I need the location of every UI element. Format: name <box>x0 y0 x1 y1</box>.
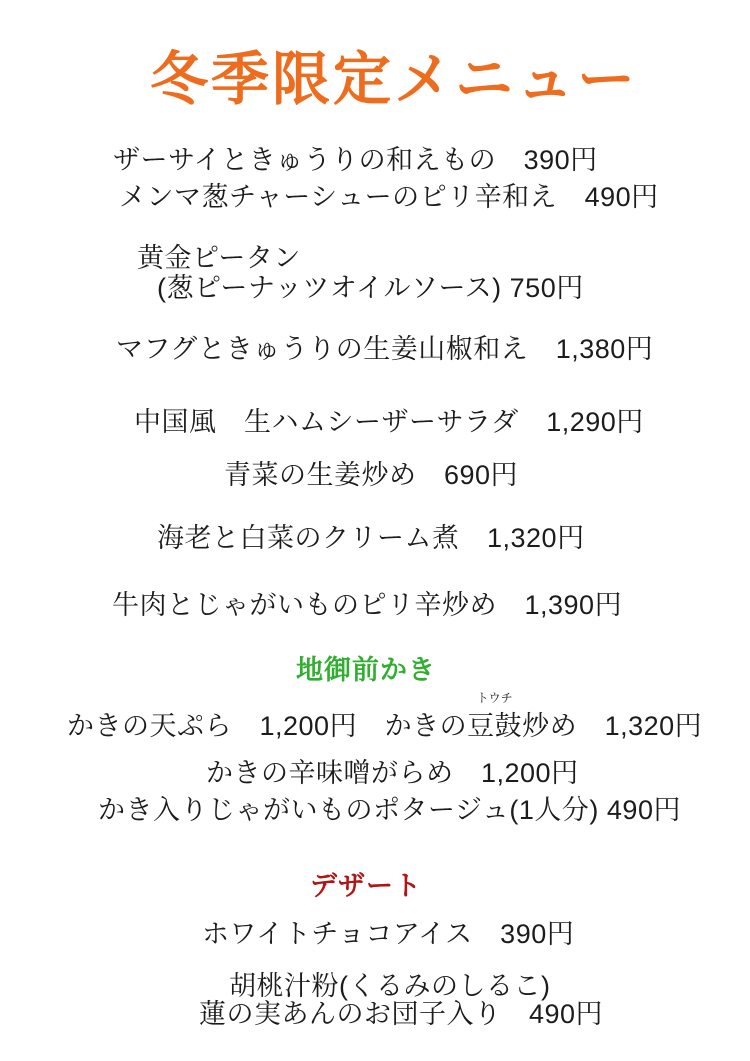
menu-item-gyuniku: 牛肉とじゃがいものピリ辛炒め 1,390円 <box>112 590 623 620</box>
kaki-tempura-text-after-ruby: 炒め 1,320円 <box>522 711 703 741</box>
section-header-dessert: デザート <box>310 871 422 901</box>
menu-item-ebi-cream: 海老と白菜のクリーム煮 1,320円 <box>157 523 585 553</box>
section-header-kaki: 地御前かき <box>296 655 436 685</box>
menu-item-kurumi-shiruko-line1: 胡桃汁粉(くるみのしるこ) <box>229 971 551 1001</box>
menu-item-kaki-tempura-and-touchi <box>67 691 703 743</box>
touchi-ruby-group <box>467 691 523 743</box>
touchi-furigana: トウチ <box>476 691 513 705</box>
menu-item-menma: メンマ葱チャーシューのピリ辛和え 490円 <box>119 182 659 212</box>
menu-item-pitan-sub: (葱ピーナッツオイルソース) 750円 <box>157 273 584 303</box>
page-title: 冬季限定メニュー <box>150 47 639 112</box>
menu-item-kurumi-shiruko-line2: 蓮の実あんのお団子入り 490円 <box>199 999 604 1029</box>
menu-item-kaki-miso: かきの辛味噌がらめ 1,200円 <box>206 758 579 788</box>
menu-item-caesar-salad: 中国風 生ハムシーザーサラダ 1,290円 <box>134 407 644 437</box>
menu-item-mafugu: マフグときゅうりの生姜山椒和え 1,380円 <box>116 334 654 364</box>
menu-item-aona: 青菜の生姜炒め 690円 <box>224 460 519 490</box>
menu-item-pitan-name: 黄金ピータン <box>137 243 301 273</box>
touchi-ruby-base: 豆鼓 <box>467 711 523 741</box>
menu-item-zasai: ザーサイときゅうりの和えもの 390円 <box>113 145 598 175</box>
menu-item-white-choco: ホワイトチョコアイス 390円 <box>202 919 575 949</box>
menu-item-kaki-potage: かき入りじゃがいものポタージュ(1人分) 490円 <box>98 795 681 825</box>
kaki-tempura-text-before-ruby: かきの天ぷら 1,200円 かきの <box>67 711 468 741</box>
